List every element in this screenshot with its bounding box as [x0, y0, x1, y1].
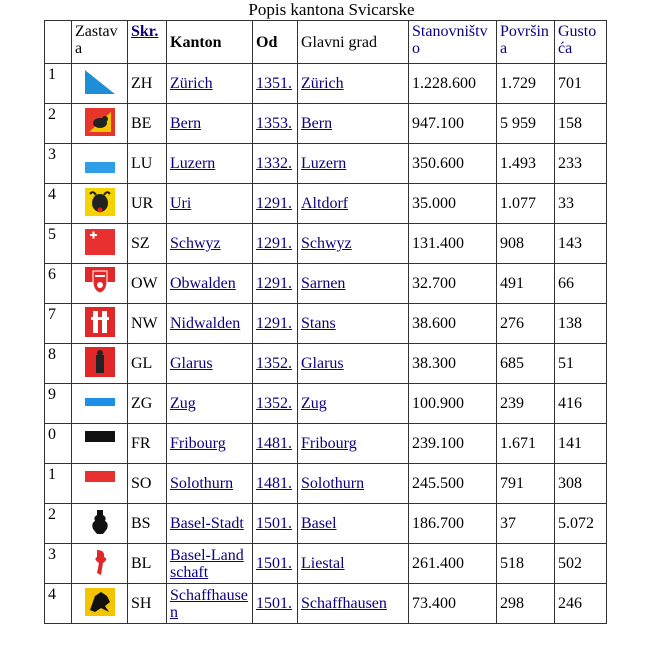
row-capital[interactable] — [298, 64, 409, 104]
row-capital[interactable] — [298, 304, 409, 344]
row-abbr: OW — [128, 264, 167, 304]
flag-cell — [72, 64, 128, 104]
row-since[interactable] — [253, 384, 298, 424]
since-link[interactable]: 1501. — [256, 555, 292, 572]
row-since[interactable] — [253, 584, 298, 624]
row-index: 1 — [45, 464, 72, 504]
row-canton[interactable] — [167, 264, 253, 304]
row-density: 143 — [555, 224, 607, 264]
row-capital[interactable] — [298, 384, 409, 424]
row-density: 158 — [555, 104, 607, 144]
canton-link[interactable]: Bern — [170, 115, 202, 132]
since-link[interactable]: 1501. — [256, 595, 292, 612]
row-index: 2 — [45, 104, 72, 144]
row-capital[interactable] — [298, 224, 409, 264]
row-population: 350.600 — [409, 144, 497, 184]
row-canton[interactable] — [167, 224, 253, 264]
canton-link[interactable]: Uri — [170, 195, 192, 212]
row-population: 131.400 — [409, 224, 497, 264]
row-population: 947.100 — [409, 104, 497, 144]
row-population: 100.900 — [409, 384, 497, 424]
flag-cell — [72, 344, 128, 384]
row-canton[interactable] — [167, 464, 253, 504]
row-canton[interactable] — [167, 144, 253, 184]
row-abbr: SO — [128, 464, 167, 504]
row-since[interactable] — [253, 104, 298, 144]
row-abbr: GL — [128, 344, 167, 384]
row-area: 908 — [497, 224, 555, 264]
header-since: Od — [253, 21, 298, 64]
since-link[interactable]: 1291. — [256, 315, 292, 332]
row-abbr: LU — [128, 144, 167, 184]
flag-cell — [72, 104, 128, 144]
row-canton[interactable] — [167, 304, 253, 344]
flag-cell — [72, 424, 128, 464]
row-abbr: UR — [128, 184, 167, 224]
row-area: 1.729 — [497, 64, 555, 104]
row-since[interactable] — [253, 64, 298, 104]
row-since[interactable] — [253, 344, 298, 384]
row-abbr: SH — [128, 584, 167, 624]
flag-cell — [72, 264, 128, 304]
row-density: 701 — [555, 64, 607, 104]
canton-link[interactable]: Zug — [170, 395, 196, 412]
row-density: 233 — [555, 144, 607, 184]
flag-cell — [72, 144, 128, 184]
capital-link[interactable]: Liestal — [301, 555, 345, 572]
table-row — [45, 144, 607, 184]
schaffhausen-flag-icon — [85, 588, 115, 616]
cantons-table — [44, 20, 607, 624]
row-canton[interactable] — [167, 384, 253, 424]
capital-link[interactable]: Altdorf — [301, 195, 349, 212]
since-link[interactable]: 1352. — [256, 395, 292, 412]
row-index: 6 — [45, 264, 72, 304]
flag-cell — [72, 184, 128, 224]
canton-link[interactable]: Schaffhausen — [170, 586, 248, 621]
row-population: 1.228.600 — [409, 64, 497, 104]
row-abbr: SZ — [128, 224, 167, 264]
row-area: 518 — [497, 544, 555, 584]
row-population: 239.100 — [409, 424, 497, 464]
zug-flag-icon — [85, 391, 115, 413]
capital-link[interactable]: Bern — [301, 115, 333, 132]
row-abbr: ZH — [128, 64, 167, 104]
row-index: 5 — [45, 224, 72, 264]
row-density: 308 — [555, 464, 607, 504]
row-since[interactable] — [253, 464, 298, 504]
row-area: 685 — [497, 344, 555, 384]
row-canton[interactable] — [167, 504, 253, 544]
row-index: 4 — [45, 584, 72, 624]
row-since[interactable] — [253, 224, 298, 264]
row-since[interactable] — [253, 264, 298, 304]
row-area: 491 — [497, 264, 555, 304]
row-index: 9 — [45, 384, 72, 424]
since-link[interactable]: 1501. — [256, 515, 292, 532]
capital-link[interactable]: Schwyz — [301, 235, 352, 252]
header-population: Stanovništvo — [409, 21, 497, 64]
schwyz-flag-icon — [85, 229, 115, 255]
fribourg-flag-icon — [85, 431, 115, 453]
since-link[interactable]: 1332. — [256, 155, 292, 172]
header-flag: Zastava — [72, 21, 128, 64]
row-since[interactable] — [253, 504, 298, 544]
row-canton[interactable] — [167, 544, 253, 584]
since-link[interactable]: 1352. — [256, 355, 292, 372]
row-abbr: ZG — [128, 384, 167, 424]
header-index — [45, 21, 72, 64]
capital-link[interactable]: Luzern — [301, 155, 347, 172]
row-index: 4 — [45, 184, 72, 224]
row-capital[interactable] — [298, 264, 409, 304]
basel-stadt-flag-icon — [85, 507, 115, 537]
row-population: 38.600 — [409, 304, 497, 344]
row-capital[interactable] — [298, 144, 409, 184]
row-canton[interactable] — [167, 184, 253, 224]
row-capital[interactable] — [298, 104, 409, 144]
flag-cell — [72, 584, 128, 624]
row-population: 245.500 — [409, 464, 497, 504]
solothurn-flag-icon — [85, 471, 115, 493]
row-density: 502 — [555, 544, 607, 584]
flag-cell — [72, 384, 128, 424]
table-row — [45, 424, 607, 464]
canton-link[interactable]: Basel-Stadt — [170, 515, 244, 532]
table-row — [45, 184, 607, 224]
flag-cell — [72, 224, 128, 264]
table-row — [45, 544, 607, 584]
capital-link[interactable]: Fribourg — [301, 435, 357, 452]
row-density: 138 — [555, 304, 607, 344]
row-population: 35.000 — [409, 184, 497, 224]
row-since[interactable] — [253, 304, 298, 344]
row-area: 1.493 — [497, 144, 555, 184]
row-area: 1.671 — [497, 424, 555, 464]
row-since[interactable] — [253, 544, 298, 584]
row-area: 276 — [497, 304, 555, 344]
row-abbr: NW — [128, 304, 167, 344]
row-index: 8 — [45, 344, 72, 384]
table-row — [45, 464, 607, 504]
obwalden-flag-icon — [85, 267, 115, 297]
flag-cell — [72, 464, 128, 504]
row-capital[interactable] — [298, 544, 409, 584]
row-density: 51 — [555, 344, 607, 384]
row-since[interactable] — [253, 424, 298, 464]
row-area: 239 — [497, 384, 555, 424]
nidwalden-flag-icon — [85, 307, 115, 337]
table-row — [45, 304, 607, 344]
capital-link[interactable]: Zug — [301, 395, 327, 412]
uri-flag-icon — [85, 188, 115, 216]
row-density: 66 — [555, 264, 607, 304]
canton-link[interactable]: Basel-Landschaft — [170, 546, 244, 581]
row-index: 3 — [45, 144, 72, 184]
canton-link[interactable]: Glarus — [170, 355, 213, 372]
capital-link[interactable]: Schaffhausen — [301, 595, 387, 612]
row-population: 32.700 — [409, 264, 497, 304]
capital-link[interactable]: Zürich — [301, 75, 344, 92]
row-area: 298 — [497, 584, 555, 624]
capital-link[interactable]: Stans — [301, 315, 336, 332]
row-capital[interactable] — [298, 464, 409, 504]
since-link[interactable]: 1291. — [256, 195, 292, 212]
row-canton[interactable] — [167, 104, 253, 144]
flag-cell — [72, 544, 128, 584]
row-density: 141 — [555, 424, 607, 464]
row-area: 791 — [497, 464, 555, 504]
capital-link[interactable]: Sarnen — [301, 275, 346, 292]
since-link[interactable]: 1481. — [256, 435, 292, 452]
row-area: 37 — [497, 504, 555, 544]
header-density: Gustoća — [555, 21, 607, 64]
row-capital[interactable] — [298, 504, 409, 544]
row-population: 186.700 — [409, 504, 497, 544]
row-capital[interactable] — [298, 344, 409, 384]
row-density: 416 — [555, 384, 607, 424]
since-link[interactable]: 1353. — [256, 115, 292, 132]
row-index: 3 — [45, 544, 72, 584]
row-since[interactable] — [253, 184, 298, 224]
header-capital: Glavni grad — [298, 21, 409, 64]
capital-link[interactable]: Solothurn — [301, 475, 365, 492]
canton-link[interactable]: Schwyz — [170, 235, 221, 252]
row-capital[interactable] — [298, 424, 409, 464]
row-canton[interactable] — [167, 344, 253, 384]
table-row — [45, 264, 607, 304]
capital-link[interactable]: Glarus — [301, 355, 344, 372]
canton-link[interactable]: Nidwalden — [170, 315, 241, 332]
luzern-flag-icon — [85, 151, 115, 173]
row-population: 73.400 — [409, 584, 497, 624]
row-density: 33 — [555, 184, 607, 224]
basel-landschaft-flag-icon — [85, 547, 115, 577]
row-index: 2 — [45, 504, 72, 544]
since-link[interactable]: 1291. — [256, 235, 292, 252]
table-row — [45, 104, 607, 144]
canton-link[interactable]: Solothurn — [170, 475, 234, 492]
row-population: 38.300 — [409, 344, 497, 384]
row-index: 7 — [45, 304, 72, 344]
bern-flag-icon — [85, 108, 115, 136]
canton-link[interactable]: Obwalden — [170, 275, 236, 292]
row-abbr: FR — [128, 424, 167, 464]
table-row — [45, 384, 607, 424]
flag-cell — [72, 304, 128, 344]
row-canton[interactable] — [167, 64, 253, 104]
table-row — [45, 584, 607, 624]
table-row — [45, 504, 607, 544]
canton-link[interactable]: Zürich — [170, 75, 213, 92]
since-link[interactable]: 1291. — [256, 275, 292, 292]
since-link[interactable]: 1481. — [256, 475, 292, 492]
row-canton[interactable] — [167, 584, 253, 624]
table-row — [45, 344, 607, 384]
table-row — [45, 224, 607, 264]
zurich-flag-icon — [85, 70, 115, 94]
flag-cell — [72, 504, 128, 544]
table-caption: Popis kantona Svicarske — [248, 0, 415, 19]
table-row — [45, 64, 607, 104]
canton-link[interactable]: Fribourg — [170, 435, 226, 452]
row-canton[interactable] — [167, 424, 253, 464]
header-abbr[interactable]: Skr. — [128, 21, 167, 64]
row-capital[interactable] — [298, 184, 409, 224]
row-density: 246 — [555, 584, 607, 624]
glarus-flag-icon — [85, 347, 115, 377]
row-capital[interactable] — [298, 584, 409, 624]
header-area: Površina — [497, 21, 555, 64]
row-index: 0 — [45, 424, 72, 464]
row-abbr: BL — [128, 544, 167, 584]
row-abbr: BS — [128, 504, 167, 544]
row-area: 5 959 — [497, 104, 555, 144]
row-since[interactable] — [253, 144, 298, 184]
header-row — [45, 21, 607, 64]
row-density: 5.072 — [555, 504, 607, 544]
row-area: 1.077 — [497, 184, 555, 224]
row-abbr: BE — [128, 104, 167, 144]
row-population: 261.400 — [409, 544, 497, 584]
row-index: 1 — [45, 64, 72, 104]
since-link[interactable]: 1351. — [256, 75, 292, 92]
canton-link[interactable]: Luzern — [170, 155, 216, 172]
header-canton: Kanton — [167, 21, 253, 64]
capital-link[interactable]: Basel — [301, 515, 337, 532]
